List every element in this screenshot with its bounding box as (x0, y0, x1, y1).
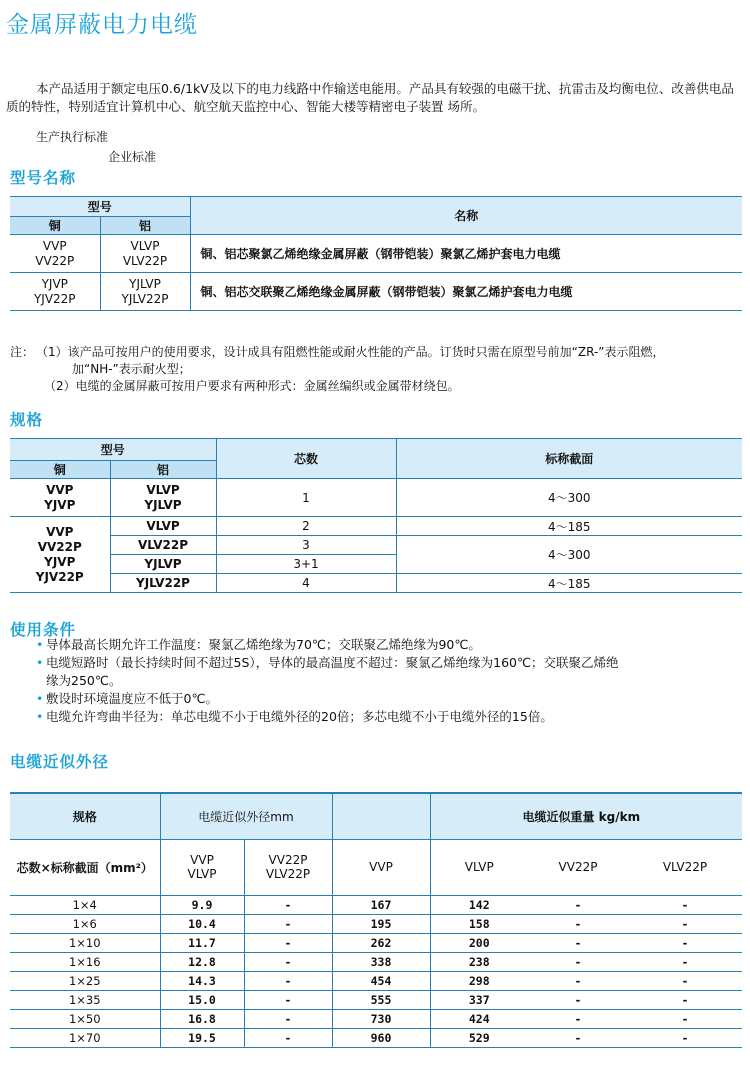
table-cell: 9.9 (160, 895, 244, 914)
table-row (10, 1028, 742, 1047)
spec-section: 4～185 (396, 574, 742, 593)
bullet-icon: • (36, 655, 44, 670)
section-title-specs: 规格 (10, 411, 44, 429)
table-row (10, 971, 742, 990)
header-cores: 芯数 (216, 439, 396, 479)
cell-spec: 1×10 (10, 933, 160, 952)
table-cell: - (628, 933, 742, 952)
header-weight-col: VV22P (528, 839, 628, 895)
bullet-icon: • (36, 709, 44, 724)
header-aluminum: 铝 (110, 461, 216, 479)
header-copper: 铜 (10, 217, 100, 235)
cell-spec: 1×70 (10, 1028, 160, 1047)
table-cell: 555 (332, 990, 430, 1009)
header-weight: 电缆近似重量 kg/km (430, 793, 742, 839)
spec-aluminum: YJLVP (110, 555, 216, 574)
diameter-table (10, 792, 742, 1048)
spec-aluminum: YJLV22P (110, 574, 216, 593)
table-cell: 142 (430, 895, 528, 914)
note-1-cont: 加“NH-”表示耐火型； (72, 362, 191, 376)
table-cell: - (244, 952, 332, 971)
table-cell: - (528, 1028, 628, 1047)
spec-copper: VVP YJVP (10, 479, 110, 517)
table-cell: 338 (332, 952, 430, 971)
table-cell: - (528, 1009, 628, 1028)
header-section: 标称截面 (396, 439, 742, 479)
header-weight-col: VVP (332, 839, 430, 895)
table-row (10, 952, 742, 971)
model-copper: VVP VV22P (10, 235, 100, 273)
table-cell: 10.4 (160, 914, 244, 933)
table-cell: 529 (430, 1028, 528, 1047)
header-od: 电缆近似外径mm (160, 793, 332, 839)
table-cell: 200 (430, 933, 528, 952)
table-cell: - (628, 914, 742, 933)
spec-aluminum: VLVP YJLVP (110, 479, 216, 517)
table-cell: 298 (430, 971, 528, 990)
models-table (10, 196, 742, 311)
table-cell: 12.8 (160, 952, 244, 971)
condition-item-cont: 缘为250℃。 (46, 673, 122, 688)
header-name: 名称 (190, 197, 742, 235)
section-title-conditions: 使用条件 (10, 621, 77, 639)
table-cell: 454 (332, 971, 430, 990)
table-cell: 14.3 (160, 971, 244, 990)
table-cell: 11.7 (160, 933, 244, 952)
table-cell: - (628, 971, 742, 990)
spec-aluminum: VLVP (110, 517, 216, 536)
model-name: 铜、铝芯交联聚乙烯绝缘金属屏蔽（钢带铠装）聚氯乙烯护套电力电缆 (190, 273, 742, 311)
table-cell: 730 (332, 1009, 430, 1028)
table-cell: - (244, 990, 332, 1009)
notes-prefix: 注： (10, 345, 35, 359)
standard-value: 企业标准 (108, 150, 157, 164)
table-cell: - (244, 1009, 332, 1028)
table-cell: 16.8 (160, 1009, 244, 1028)
spec-copper: VVP VV22P YJVP YJV22P (10, 517, 110, 593)
header-spec: 规格 (10, 793, 160, 839)
condition-item: • 敷设时环境温度应不低于0℃。 (36, 691, 218, 706)
condition-item: • 电缆允许弯曲半径为：单芯电缆不小于电缆外径的20倍；多芯电缆不小于电缆外径的15倍。 (36, 709, 553, 724)
model-copper: YJVP YJV22P (10, 273, 100, 311)
standard-label: 生产执行标准 (36, 130, 109, 144)
table-cell: 337 (430, 990, 528, 1009)
table-row (10, 895, 742, 914)
conditions-list (36, 636, 619, 726)
table-cell: - (244, 914, 332, 933)
table-row (10, 933, 742, 952)
header-weight-col: VLV22P (628, 839, 742, 895)
spec-section: 4～300 (396, 536, 742, 574)
table-cell: - (628, 952, 742, 971)
table-cell: - (244, 1028, 332, 1047)
cell-spec: 1×16 (10, 952, 160, 971)
table-cell: 158 (430, 914, 528, 933)
table-cell: - (244, 971, 332, 990)
note-1: （1）该产品可按用户的使用要求，设计成具有阻燃性能或耐火性能的产品。订货时只需在原型号前加“ZR-”表示阻燃， (42, 345, 665, 359)
note-2: （2）电缆的金属屏蔽可按用户要求有两种形式：金属丝编织或金属带材绕包。 (44, 379, 460, 393)
spec-cores: 4 (216, 574, 396, 593)
bullet-icon: • (36, 691, 44, 706)
cell-spec: 1×35 (10, 990, 160, 1009)
spec-cores: 1 (216, 479, 396, 517)
header-spec2: 芯数×标称截面（mm²） (10, 839, 160, 895)
table-cell: 15.0 (160, 990, 244, 1009)
table-cell: - (528, 971, 628, 990)
table-cell: 167 (332, 895, 430, 914)
table-cell: - (628, 1028, 742, 1047)
cell-spec: 1×4 (10, 895, 160, 914)
model-aluminum: YJLVP YJLV22P (100, 273, 190, 311)
table-cell: - (628, 1009, 742, 1028)
header-weight-col: VLVP (430, 839, 528, 895)
page-title: 金属屏蔽电力电缆 (6, 12, 198, 38)
spec-section: 4～300 (396, 479, 742, 517)
table-cell: - (244, 933, 332, 952)
header-aluminum: 铝 (100, 217, 190, 235)
table-row (10, 1009, 742, 1028)
intro-paragraph: 本产品适用于额定电压0.6/1kV及以下的电力线路中作输送电能用。产品具有较强的电磁干扰、抗雷击及均衡电位、改善供电品质的特性，特别适宜计算机中心、航空航天监控中心、智能大楼等精密电子装置 场所。 (6, 81, 734, 114)
table-cell: - (528, 990, 628, 1009)
header-model: 型号 (10, 439, 216, 461)
table-cell: 262 (332, 933, 430, 952)
table-cell: - (528, 952, 628, 971)
header-od-col: VVP VLVP (160, 839, 244, 895)
table-cell: 195 (332, 914, 430, 933)
table-cell: - (528, 914, 628, 933)
cell-spec: 1×6 (10, 914, 160, 933)
spec-section: 4～185 (396, 517, 742, 536)
table-cell: 19.5 (160, 1028, 244, 1047)
specs-table (10, 438, 742, 593)
header-copper: 铜 (10, 461, 110, 479)
model-name: 铜、铝芯聚氯乙烯绝缘金属屏蔽（钢带铠装）聚氯乙烯护套电力电缆 (190, 235, 742, 273)
spec-cores: 2 (216, 517, 396, 536)
notes (10, 344, 665, 395)
table-cell: - (528, 895, 628, 914)
table-cell: - (628, 990, 742, 1009)
cell-spec: 1×50 (10, 1009, 160, 1028)
table-cell: 960 (332, 1028, 430, 1047)
header-od-col: VV22P VLV22P (244, 839, 332, 895)
table-cell: - (244, 895, 332, 914)
table-cell: - (628, 895, 742, 914)
table-cell: 424 (430, 1009, 528, 1028)
spec-aluminum: VLV22P (110, 536, 216, 555)
header-model: 型号 (10, 197, 190, 217)
bullet-icon: • (36, 637, 44, 652)
condition-item: • 导体最高长期允许工作温度：聚氯乙烯绝缘为70℃；交联聚乙烯绝缘为90℃。 (36, 637, 481, 652)
spec-cores: 3+1 (216, 555, 396, 574)
condition-item: • 电缆短路时（最长持续时间不超过5S），导体的最高温度不超过：聚氯乙烯绝缘为160℃；交联聚乙烯绝 (36, 655, 619, 670)
section-title-models: 型号名称 (10, 169, 77, 187)
table-row (10, 990, 742, 1009)
table-cell: - (528, 933, 628, 952)
model-aluminum: VLVP VLV22P (100, 235, 190, 273)
table-row (10, 914, 742, 933)
section-title-diameter: 电缆近似外径 (10, 753, 110, 771)
table-cell: 238 (430, 952, 528, 971)
spec-cores: 3 (216, 536, 396, 555)
cell-spec: 1×25 (10, 971, 160, 990)
